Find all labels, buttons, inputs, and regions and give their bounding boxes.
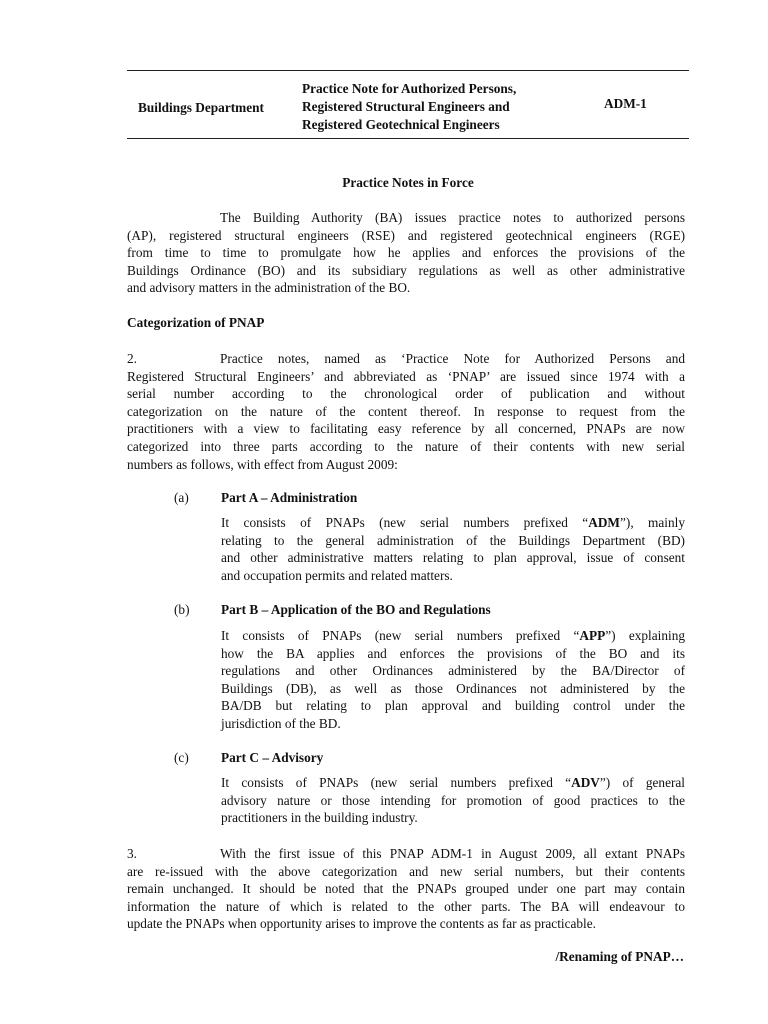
serial-prefix: ADV xyxy=(571,775,600,790)
part-line: advisory nature or those intending for promotion of good practices to the xyxy=(221,792,685,808)
part-line: Buildings (DB), as well as those Ordinances not administered by the xyxy=(221,680,685,696)
part-line: how the BA applies and enforces the provisions of the BO and its xyxy=(221,645,685,661)
title-line: Registered Geotechnical Engineers xyxy=(302,117,500,132)
para-line: from time to time to promulgate how he applies and enforces the provisions of the xyxy=(127,245,685,261)
para-line: information the nature of which is related to the other parts. The BA will endeavour to xyxy=(127,898,685,914)
part-line: regulations and other Ordinances administered by the BA/Director of xyxy=(221,663,685,679)
para-line: and advisory matters in the administration of the BO. xyxy=(127,280,411,296)
document-code: ADM-1 xyxy=(604,96,647,111)
part-line: and occupation permits and related matters. xyxy=(221,567,453,583)
part-a-body: It consists of PNAPs (new serial numbers prefixed “ADM”), mainly relating to the general administration of the Buildings Department (BD) and other administrative matters relating to plan approval, issue of consent and occupation permits and related matters. xyxy=(221,515,685,583)
part-a-title: Part A – Administration xyxy=(221,490,358,505)
document-title: Practice Notes in Force xyxy=(342,175,474,190)
section-heading: Categorization of PNAP xyxy=(127,315,265,330)
part-b-title: Part B – Application of the BO and Regulations xyxy=(221,602,491,617)
document-header xyxy=(127,70,689,139)
part-line: BA/DB but relating to plan approval and building control under the xyxy=(221,698,685,714)
paragraph-1 xyxy=(127,209,685,297)
part-a-label: (a) xyxy=(174,490,189,505)
para-line: Registered Structural Engineers’ and abbreviated as ‘PNAP’ are issued since 1974 with a xyxy=(127,368,685,384)
paragraph-number: 3. xyxy=(127,846,137,861)
part-c-title: Part C – Advisory xyxy=(221,750,324,765)
part-b-body: It consists of PNAPs (new serial numbers prefixed “APP”) explaining how the BA applies and enforces the provisions of the BO and its regulations and other Ordinances administered by the BA/Director of Buildings (DB), as well as those Ordinances not administered by the BA/DB but relating to plan approval and building control under the jurisdiction of the BD. xyxy=(221,628,685,731)
paragraph-3 xyxy=(127,845,685,933)
paragraph-number: 2. xyxy=(127,351,137,366)
part-line: practitioners in the building industry. xyxy=(221,810,418,826)
part-line: jurisdiction of the BD. xyxy=(221,715,341,731)
para-line: With the first issue of this PNAP ADM-1 in August 2009, all extant PNAPs xyxy=(220,846,685,861)
para-line: Practice notes, named as ‘Practice Note for Authorized Persons and xyxy=(220,351,685,366)
para-line: (AP), registered structural engineers (RSE) and registered geotechnical engineers (RGE) xyxy=(127,227,685,243)
para-line: categorization on the nature of the content thereof. In response to request from the xyxy=(127,403,685,419)
para-line: remain unchanged. It should be noted that the PNAPs grouped under one part may contain xyxy=(127,881,685,897)
serial-prefix: ADM xyxy=(588,515,620,530)
para-line: Buildings Ordinance (BO) and its subsidiary regulations as well as other administrative xyxy=(127,262,685,278)
para-line: The Building Authority (BA) issues practice notes to authorized persons xyxy=(220,210,685,225)
practice-note-title xyxy=(302,80,516,134)
paragraph-2 xyxy=(127,350,685,473)
para-line: update the PNAPs when opportunity arises to improve the contents as far as practicable. xyxy=(127,916,596,932)
part-line: and other administrative matters relating to plan approval, issue of consent xyxy=(221,550,685,566)
department-name: Buildings Department xyxy=(138,100,264,115)
part-c-label: (c) xyxy=(174,750,189,765)
para-line: serial number according to the chronological order of publication and without xyxy=(127,386,685,402)
part-line: relating to the general administration of the Buildings Department (BD) xyxy=(221,532,685,548)
para-line: are re-issued with the above categorization and new serial numbers, but their contents xyxy=(127,863,685,879)
para-line: numbers as follows, with effect from August 2009: xyxy=(127,456,398,472)
serial-prefix: APP xyxy=(579,628,606,643)
para-line: categorized into three parts according to the nature of their contents with new serial xyxy=(127,438,685,454)
continuation-footer: /Renaming of PNAP… xyxy=(555,949,684,964)
title-line: Practice Note for Authorized Persons, xyxy=(302,81,517,96)
para-line: practitioners with a view to facilitating easy reference by all concerned, PNAPs are now xyxy=(127,421,685,437)
part-c-body: It consists of PNAPs (new serial numbers prefixed “ADV”) of general advisory nature or those intending for promotion of good practices to the practitioners in the building industry. xyxy=(221,775,685,826)
title-line: Registered Structural Engineers and xyxy=(302,99,510,114)
part-b-label: (b) xyxy=(174,602,190,617)
